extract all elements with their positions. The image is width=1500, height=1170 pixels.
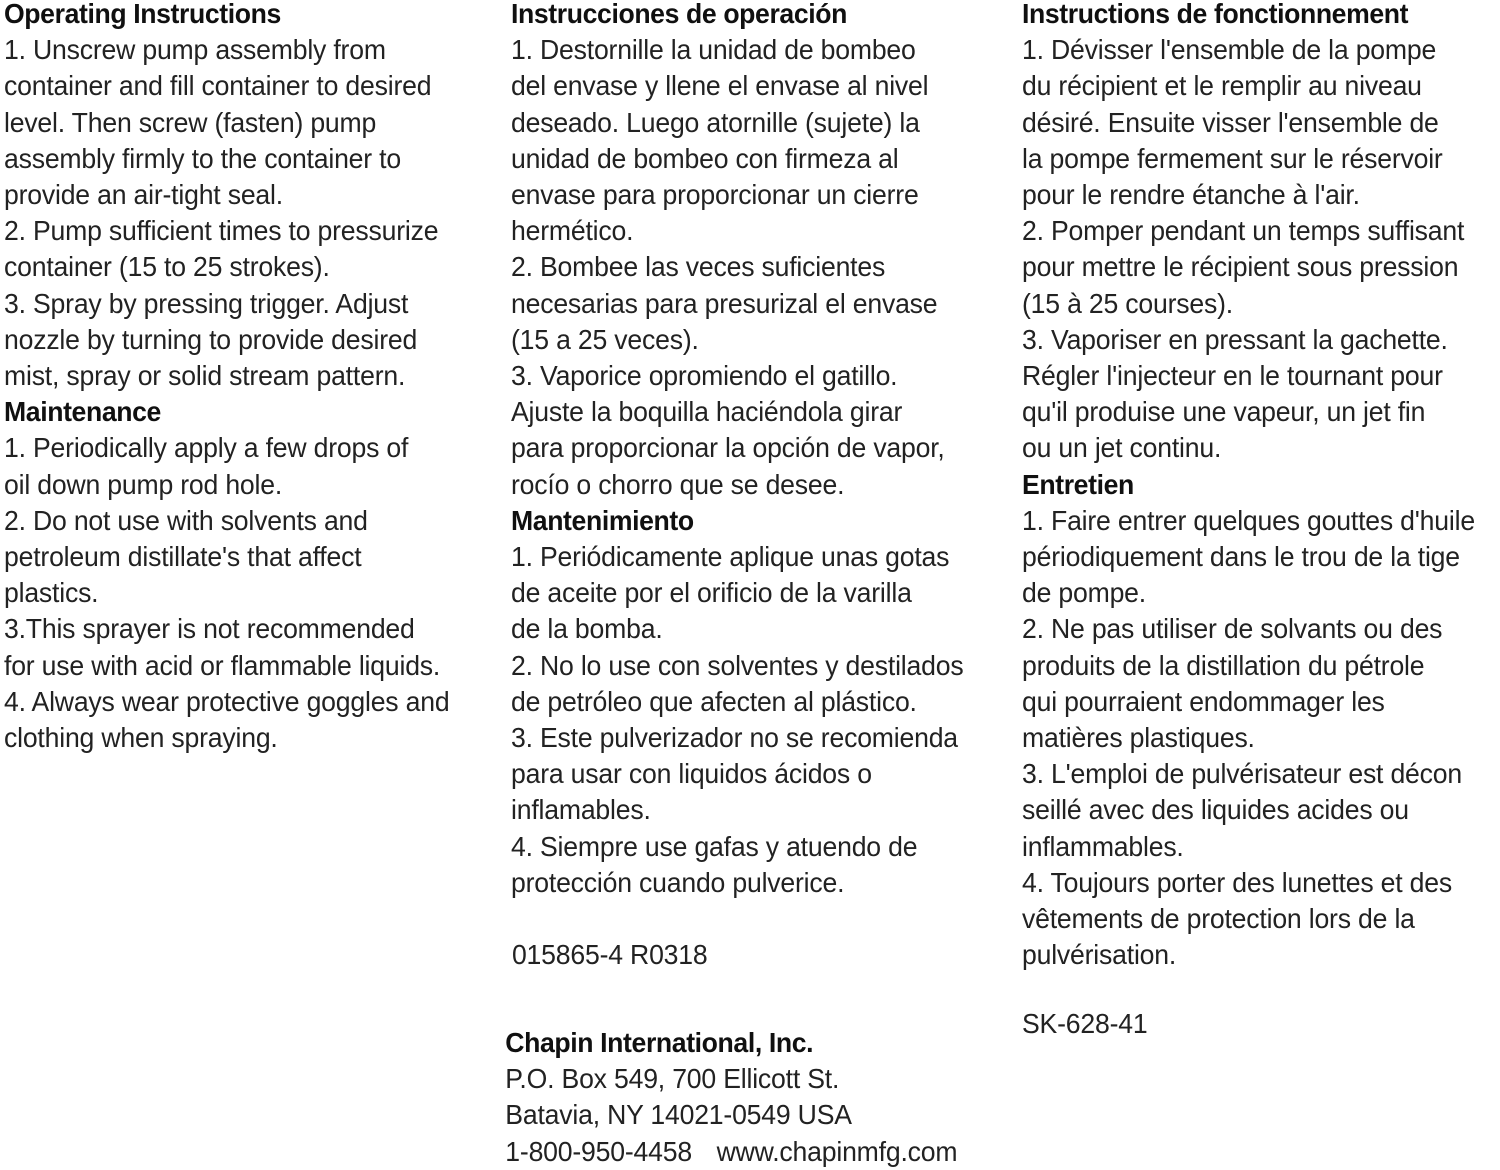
text-line: container (15 to 25 strokes). [4, 251, 330, 283]
text-line: 1. Destornille la unidad de bombeo [511, 34, 916, 66]
text-line: 2. Bombee las veces suficientes [511, 251, 886, 283]
text-line: de la bomba. [511, 613, 663, 645]
text-line: Instructions de fonctionnement [1022, 0, 1409, 29]
text-line: Mantenimiento [511, 504, 694, 536]
text-line: la pompe fermement sur le réservoir [1022, 142, 1443, 174]
company-phone: 1-800-950-4458 [505, 1135, 692, 1167]
text-line: 3.This sprayer is not recommended [4, 613, 415, 645]
text-line: 4. Always wear protective goggles and [4, 685, 450, 717]
text-line: matières plastiques. [1022, 722, 1255, 754]
text-line: envase para proporcionar un cierre [511, 179, 919, 211]
text-line: 3. Este pulverizador no se recomienda [511, 722, 958, 754]
english-instructions-text [4, 0, 517, 756]
text-line: 1. Periodically apply a few drops of [4, 432, 409, 464]
text-line: 4. Toujours porter des lunettes et des [1022, 866, 1452, 898]
company-city: Batavia, NY 14021-0549 USA [505, 1099, 852, 1131]
text-line: périodiquement dans le trou de la tige [1022, 541, 1460, 573]
text-line: Entretien [1022, 468, 1134, 500]
text-line: container and fill container to desired [4, 70, 432, 102]
text-line: mist, spray or solid stream pattern. [4, 360, 406, 392]
text-line: 2. Do not use with solvents and [4, 504, 368, 536]
text-line: clothing when spraying. [4, 722, 278, 754]
text-line: provide an air-tight seal. [4, 179, 283, 211]
text-line: Instrucciones de operación [511, 0, 848, 29]
text-line: seillé avec des liquides acides ou [1022, 794, 1409, 826]
text-line: pour le rendre étanche à l'air. [1022, 179, 1360, 211]
text-line: 2. Pump sufficient times to pressurize [4, 215, 439, 247]
text-line: necesarias para presurizal el envase [511, 287, 938, 319]
column-french [1022, 0, 1500, 1169]
text-line: 1. Unscrew pump assembly from [4, 34, 386, 66]
text-line: 3. Vaporiser en pressant la gachette. [1022, 323, 1448, 355]
text-line: Ajuste la boquilla haciéndola girar [511, 396, 903, 428]
text-line: Régler l'injecteur en le tournant pour [1022, 360, 1443, 392]
text-line: de aceite por el orificio de la varilla [511, 577, 912, 609]
text-line: qui pourraient endommager les [1022, 685, 1385, 717]
text-line: para proporcionar la opción de vapor, [511, 432, 945, 464]
company-contact-line [505, 1134, 957, 1170]
text-line: oil down pump rod hole. [4, 468, 283, 500]
text-line: produits de la distillation du pétrole [1022, 649, 1425, 681]
text-line: for use with acid or flammable liquids. [4, 649, 441, 681]
company-website: www.chapinmfg.com [716, 1135, 958, 1167]
text-line: inflammables. [1022, 830, 1184, 862]
part-number: 015865-4 R0318 [511, 939, 708, 970]
text-line: Operating Instructions [4, 0, 281, 29]
text-line: du récipient et le remplir au niveau [1022, 70, 1422, 102]
text-line: 2. Ne pas utiliser de solvants ou des [1022, 613, 1443, 645]
company-footer [505, 1025, 957, 1170]
text-line: protección cuando pulverice. [511, 866, 845, 898]
text-line: unidad de bombeo con firmeza al [511, 142, 899, 174]
text-line: Maintenance [4, 396, 161, 428]
text-line: nozzle by turning to provide desired [4, 323, 418, 355]
text-line: (15 à 25 courses). [1022, 287, 1233, 319]
text-line: 4. Siempre use gafas y atuendo de [511, 830, 918, 862]
text-line: para usar con liquidos ácidos o [511, 758, 872, 790]
text-line: level. Then screw (fasten) pump [4, 106, 377, 138]
text-line: rocío o chorro que se desee. [511, 468, 845, 500]
text-line: hermético. [511, 215, 634, 247]
text-line: de petróleo que afecten al plástico. [511, 685, 917, 717]
spanish-instructions-text [511, 0, 1024, 901]
company-address: P.O. Box 549, 700 Ellicott St. [505, 1063, 840, 1095]
text-line: del envase y llene el envase al nivel [511, 70, 929, 102]
text-line: (15 a 25 veces). [511, 323, 699, 355]
column-english [4, 0, 517, 1169]
sku-number: SK-628-41 [1022, 1008, 1148, 1039]
text-line: petroleum distillate's that affect [4, 541, 362, 573]
text-line: 1. Faire entrer quelques gouttes d'huile [1022, 504, 1475, 536]
company-name: Chapin International, Inc. [505, 1027, 814, 1058]
column-spanish [505, 0, 1024, 1169]
text-line: 2. No lo use con solventes y destilados [511, 649, 964, 681]
text-line: désiré. Ensuite visser l'ensemble de [1022, 106, 1439, 138]
text-line: qu'il produise une vapeur, un jet fin [1022, 396, 1426, 428]
text-line: 3. Vaporice opromiendo el gatillo. [511, 360, 898, 392]
text-line: de pompe. [1022, 577, 1147, 609]
text-line: 2. Pomper pendant un temps suffisant [1022, 215, 1465, 247]
text-line: pulvérisation. [1022, 939, 1177, 971]
french-instructions-text [1022, 0, 1500, 973]
text-line: 1. Dévisser l'ensemble de la pompe [1022, 34, 1437, 66]
text-line: vêtements de protection lors de la [1022, 903, 1415, 935]
text-line: inflamables. [511, 794, 651, 826]
text-line: 3. L'emploi de pulvérisateur est décon [1022, 758, 1462, 790]
text-line: deseado. Luego atornille (sujete) la [511, 106, 920, 138]
text-line: 1. Periódicamente aplique unas gotas [511, 541, 950, 573]
text-line: assembly firmly to the container to [4, 142, 401, 174]
text-line: plastics. [4, 577, 99, 609]
text-line: pour mettre le récipient sous pression [1022, 251, 1459, 283]
text-line: 3. Spray by pressing trigger. Adjust [4, 287, 409, 319]
text-line: ou un jet continu. [1022, 432, 1222, 464]
